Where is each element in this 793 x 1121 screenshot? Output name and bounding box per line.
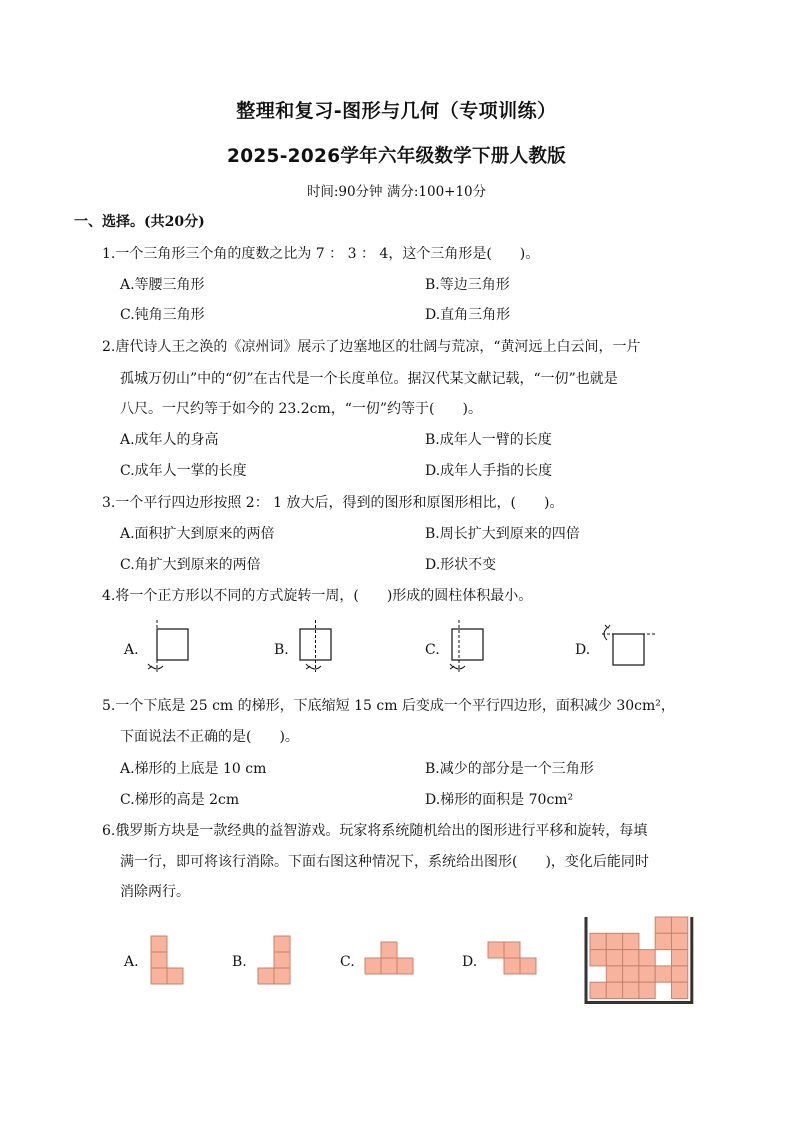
q6-board-cell [655,966,671,982]
q6-piece-b-cell [274,936,290,952]
question-2-stem-line1: 2.唐代诗人王之涣的《凉州词》展示了边塞地区的壮阔与荒凉，“黄河远上白云间，一片 [102,339,641,355]
question-3-stem: 3.一个平行四边形按照 2： 1 放大后，得到的图形和原图形相比，( )。 [102,495,564,511]
q4-label-d: D. [575,642,591,658]
q6-board-cell [655,917,671,933]
q6-board-cell [639,950,655,966]
question-1-stem: 1.一个三角形三个角的度数之比为 7 ： 3 ： 4，这个三角形是( )。 [102,246,540,262]
q6-board-cell [655,933,671,949]
question-5-option-d[interactable]: D.梯形的面积是 70cm² [425,792,574,808]
q6-board-cell [672,950,688,966]
q4-label-b: B. [274,642,289,658]
q6-board-cell [639,966,655,982]
q6-piece-d-cell [488,942,504,958]
question-1-option-d[interactable]: D.直角三角形 [425,307,511,323]
q6-board-cell [606,933,622,949]
exam-meta: 时间:90分钟 满分:100+10分 [306,184,487,200]
q6-board-cell [639,982,655,998]
q6-piece-c-cell [397,958,413,974]
question-2-option-c[interactable]: C.成年人一掌的长度 [120,463,247,479]
question-2-option-b[interactable]: B.成年人一臂的长度 [425,432,552,448]
q6-piece-d-cell [504,942,520,958]
q6-board-cell [623,982,639,998]
q6-piece-c-cell [381,942,397,958]
q6-board-cell [623,933,639,949]
q6-piece-d-cell [520,958,536,974]
question-2-option-a[interactable]: A.成年人的身高 [120,432,219,448]
question-6-stem-line3: 消除两行。 [120,884,190,900]
q6-piece-c-cell [381,958,397,974]
question-6-stem-line2: 满一行，即可将该行消除。下面右图这种情况下，系统给出图形( )，变化后能同时 [120,854,649,870]
question-4-stem: 4.将一个正方形以不同的方式旋转一周，( )形成的圆柱体积最小。 [102,588,533,604]
q6-board-cell [623,966,639,982]
question-2-stem-line3: 八尺。一尺约等于如今的 23.2cm，“一仞”约等于( )。 [120,401,482,417]
q6-board-cell [672,966,688,982]
question-1-option-b[interactable]: B.等边三角形 [425,277,510,293]
q6-label-a: A. [124,954,139,970]
question-5-option-c[interactable]: C.梯形的高是 2cm [120,792,240,808]
q6-board-cell [590,982,606,998]
q6-piece-b-cell [274,968,290,984]
question-1-option-a[interactable]: A.等腰三角形 [120,277,205,293]
question-1-option-c[interactable]: C.钝角三角形 [120,307,205,323]
q6-piece-a-cell [151,952,167,968]
q6-piece-b-cell [274,952,290,968]
q6-piece-a-cell [167,968,183,984]
q6-piece-d-cell [504,958,520,974]
q6-piece-c-cell [365,958,381,974]
question-3-option-d[interactable]: D.形状不变 [425,557,497,573]
q6-board-cell [672,933,688,949]
q4-label-c: C. [425,642,440,658]
q6-label-c: C. [340,954,355,970]
q6-piece-b-cell [258,968,274,984]
q6-board-cell [590,950,606,966]
question-6-stem-line1: 6.俄罗斯方块是一款经典的益智游戏。玩家将系统随机给出的图形进行平移和旋转，每填 [102,823,648,839]
question-3-option-a[interactable]: A.面积扩大到原来的两倍 [120,526,275,542]
q6-label-d: D. [462,954,478,970]
q6-piece-a-cell [151,968,167,984]
q6-board-cell [623,950,639,966]
page-title: 整理和复习-图形与几何（专项训练） [236,100,557,122]
q6-board-cell [606,966,622,982]
q6-board-cell [672,982,688,998]
question-5-option-a[interactable]: A.梯形的上底是 10 cm [120,761,267,777]
q6-board-cell [672,917,688,933]
question-3-option-c[interactable]: C.角扩大到原来的两倍 [120,557,261,573]
q6-board-cell [606,950,622,966]
question-2-stem-line2: 孤城万仞山”中的“仞”在古代是一个长度单位。据汉代某文献记载，“一仞”也就是 [120,371,618,387]
question-5-stem-line1: 5.一个下底是 25 cm 的梯形，下底缩短 15 cm 后变成一个平行四边形，面积减少 30cm²， [102,698,675,714]
question-3-option-b[interactable]: B.周长扩大到原来的四倍 [425,526,580,542]
question-5-option-b[interactable]: B.减少的部分是一个三角形 [425,761,594,777]
page-subtitle: 2025-2026学年六年级数学下册人教版 [227,146,566,167]
question-2-option-d[interactable]: D.成年人手指的长度 [425,463,553,479]
question-5-stem-line2: 下面说法不正确的是( )。 [120,729,299,745]
q6-piece-a-cell [151,936,167,952]
q6-label-b: B. [232,954,247,970]
q4-label-a: A. [124,642,139,658]
q6-board-cell [590,933,606,949]
section-heading: 一、选择。(共20分) [74,214,205,230]
q6-board-cell [606,982,622,998]
